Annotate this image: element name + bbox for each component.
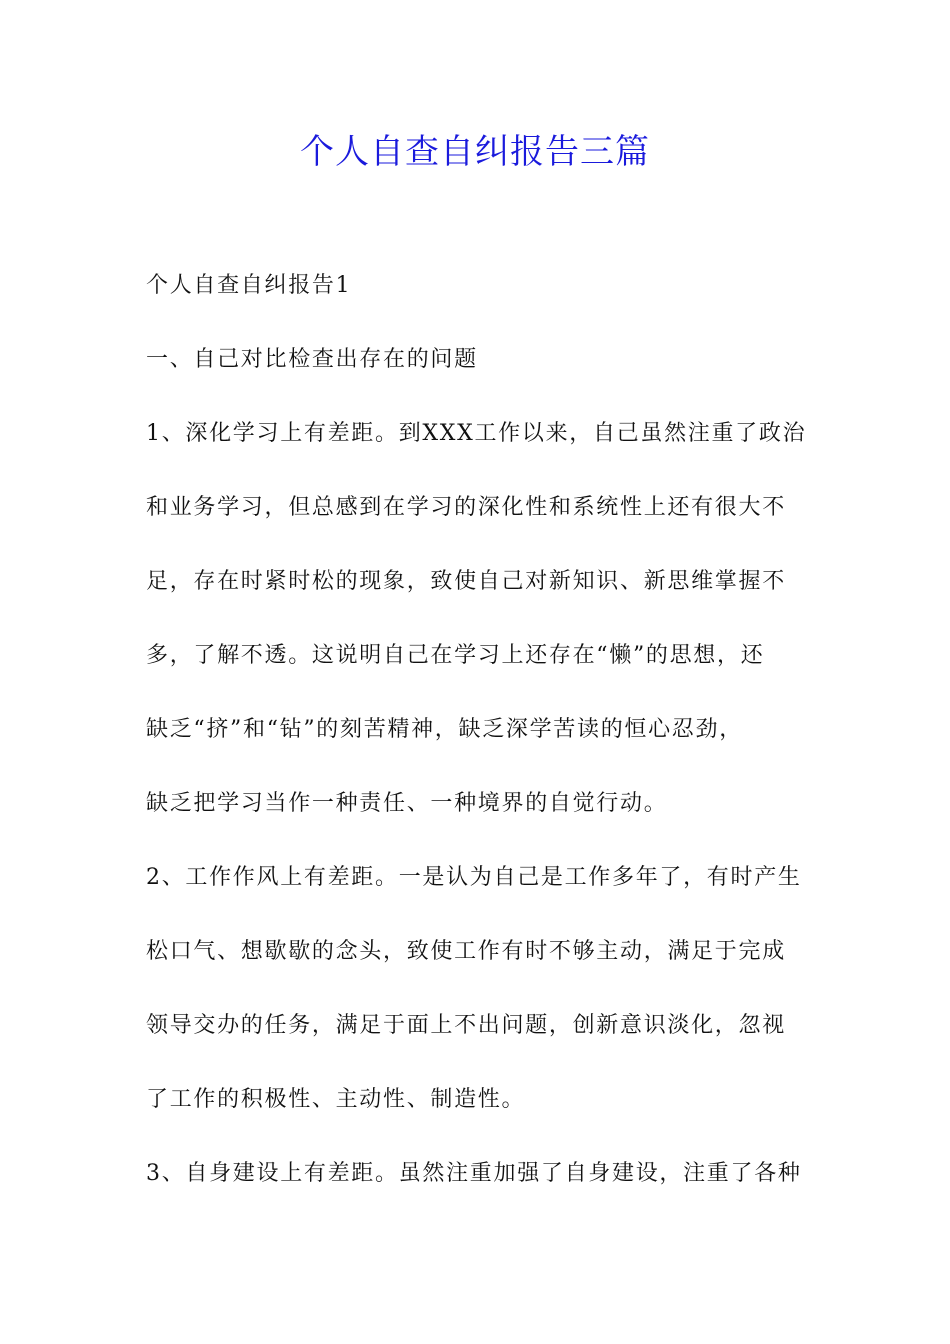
paragraph-line: 3、自身建设上有差距。虽然注重加强了自身建设，注重了各种 [146, 1161, 802, 1186]
paragraph-line: 多，了解不透。这说明自己在学习上还存在“懒”的思想，还 [146, 643, 765, 668]
paragraph-line: 了工作的积极性、主动性、制造性。 [146, 1087, 526, 1112]
paragraph-line: 1、深化学习上有差距。到XXX工作以来，自己虽然注重了政治 [146, 421, 807, 446]
document-title: 个人自查自纠报告三篇 [300, 132, 650, 172]
section-heading: 个人自查自纠报告1 [146, 273, 352, 298]
paragraph-line: 2、工作作风上有差距。一是认为自己是工作多年了，有时产生 [146, 865, 802, 890]
paragraph-line: 松口气、想歇歇的念头，致使工作有时不够主动，满足于完成 [146, 939, 786, 964]
paragraph-line: 缺乏“挤”和“钻”的刻苦精神，缺乏深学苦读的恒心忍劲， [146, 717, 743, 742]
subsection-heading: 一、自己对比检查出存在的问题 [146, 347, 478, 372]
paragraph-line: 领导交办的任务，满足于面上不出问题，创新意识淡化，忽视 [146, 1013, 786, 1038]
paragraph-line: 和业务学习，但总感到在学习的深化性和系统性上还有很大不 [146, 495, 786, 520]
paragraph-line: 缺乏把学习当作一种责任、一种境界的自觉行动。 [146, 791, 668, 816]
paragraph-line: 足，存在时紧时松的现象，致使自己对新知识、新思维掌握不 [146, 569, 786, 594]
document-body [146, 264, 808, 1226]
